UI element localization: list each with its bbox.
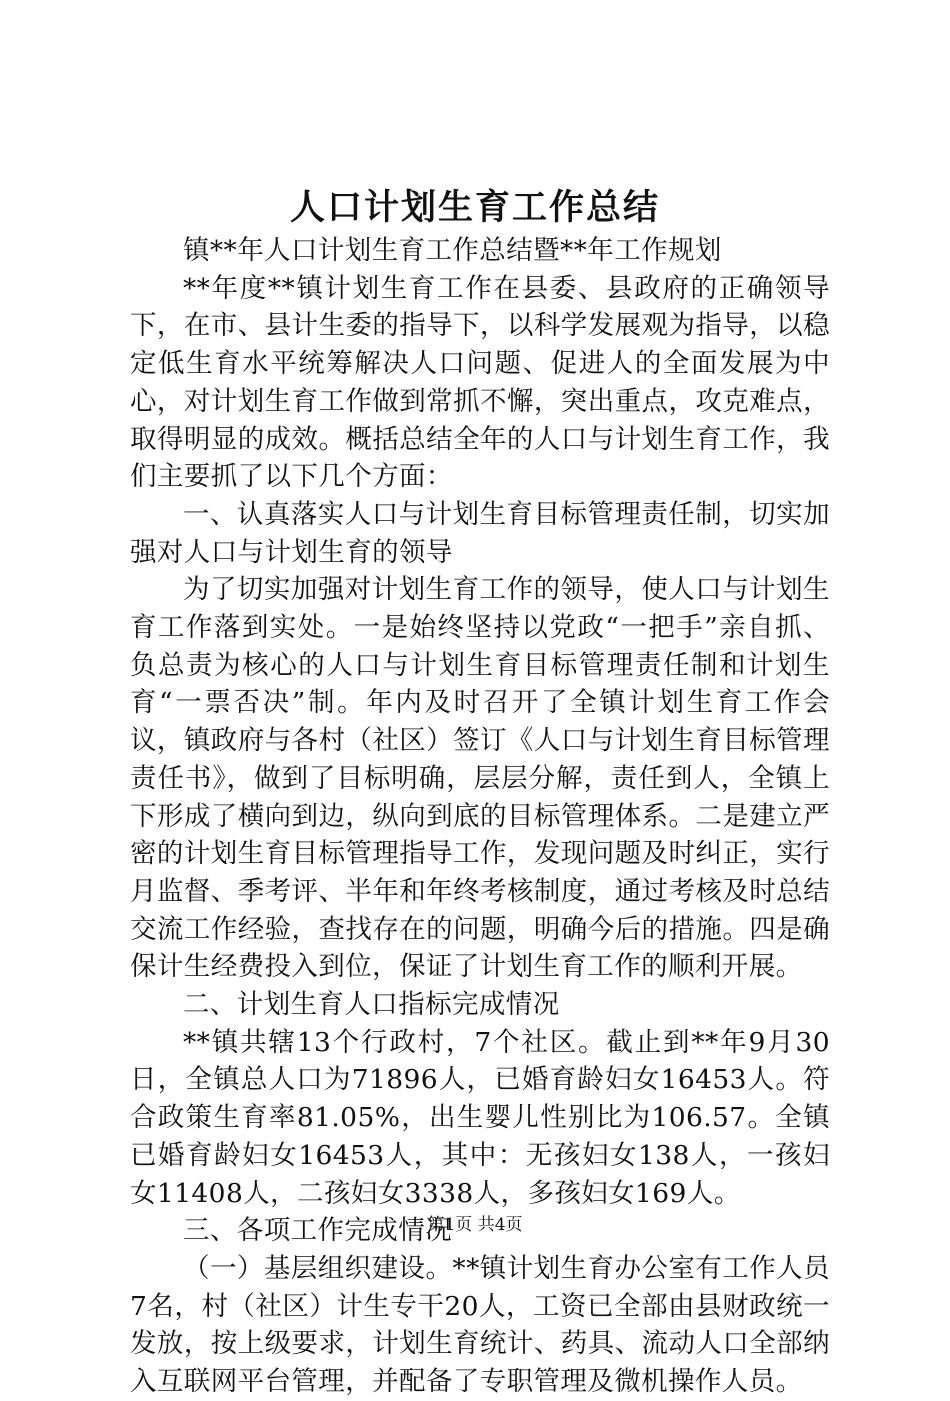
page-number-footer: 第1页 共4页 <box>427 1215 523 1235</box>
subtitle-paragraph: 镇**年人口计划生育工作总结暨**年工作规划 <box>183 235 722 266</box>
section-2-paragraph: **镇共辖13个行政村，7个社区。截止到**年9月30日，全镇总人口为71896人，已婚育龄妇女16453人。符合政策生育率81.05%，出生婴儿性别比为106.57。全镇已婚育龄妇女16453人，其中：无孩妇女138人，一孩妇女11408人，二孩妇女3338人，多孩妇女169人。 <box>130 1026 830 1209</box>
section-heading-1: 一、认真落实人口与计划生育目标管理责任制，切实加强对人口与计划生育的领导 <box>130 498 830 568</box>
section-heading-2: 二、计划生育人口指标完成情况 <box>183 989 560 1021</box>
section-3-paragraph: （一）基层组织建设。**镇计划生育办公室有工作人员7名，村（社区）计生专干20人，工资已全部由县财政统一发放，按上级要求，计划生育统计、药具、流动人口全部纳入互联网平台管理，并配备了专职管理及微机操作人员。 <box>130 1252 830 1398</box>
intro-paragraph: **年度**镇计划生育工作在县委、县政府的正确领导下，在市、县计生委的指导下，以科学发展观为指导，以稳定低生育水平统筹解决人口问题、促进人的全面发展为中心，对计划生育工作做到常抓不懈，突出重点，攻克难点，取得明显的成效。概括总结全年的人口与计划生育工作，我们主要抓了以下几个方面： <box>130 272 830 493</box>
section-1-paragraph: 为了切实加强对计划生育工作的领导，使人口与计划生育工作落到实处。一是始终坚持以党政“一把手”亲自抓、负总责为核心的人口与计划生育目标管理责任制和计划生育“一票否决”制。年内及时召开了全镇计划生育工作会议，镇政府与各村（社区）签订《人口与计划生育目标管理责任书》，做到了目标明确，层层分解，责任到人，全镇上下形成了横向到边，纵向到底的目标管理体系。二是建立严密的计划生育目标管理指导工作，发现问题及时纠正，实行月监督、季考评、半年和年终考核制度，通过考核及时总结交流工作经验，查找存在的问题，明确今后的措施。四是确保计生经费投入到位，保证了计划生育工作的顺利开展。 <box>130 574 830 983</box>
document-title: 人口计划生育工作总结 <box>289 187 660 228</box>
section-heading-3: 三、各项工作完成情况 <box>183 1215 452 1247</box>
